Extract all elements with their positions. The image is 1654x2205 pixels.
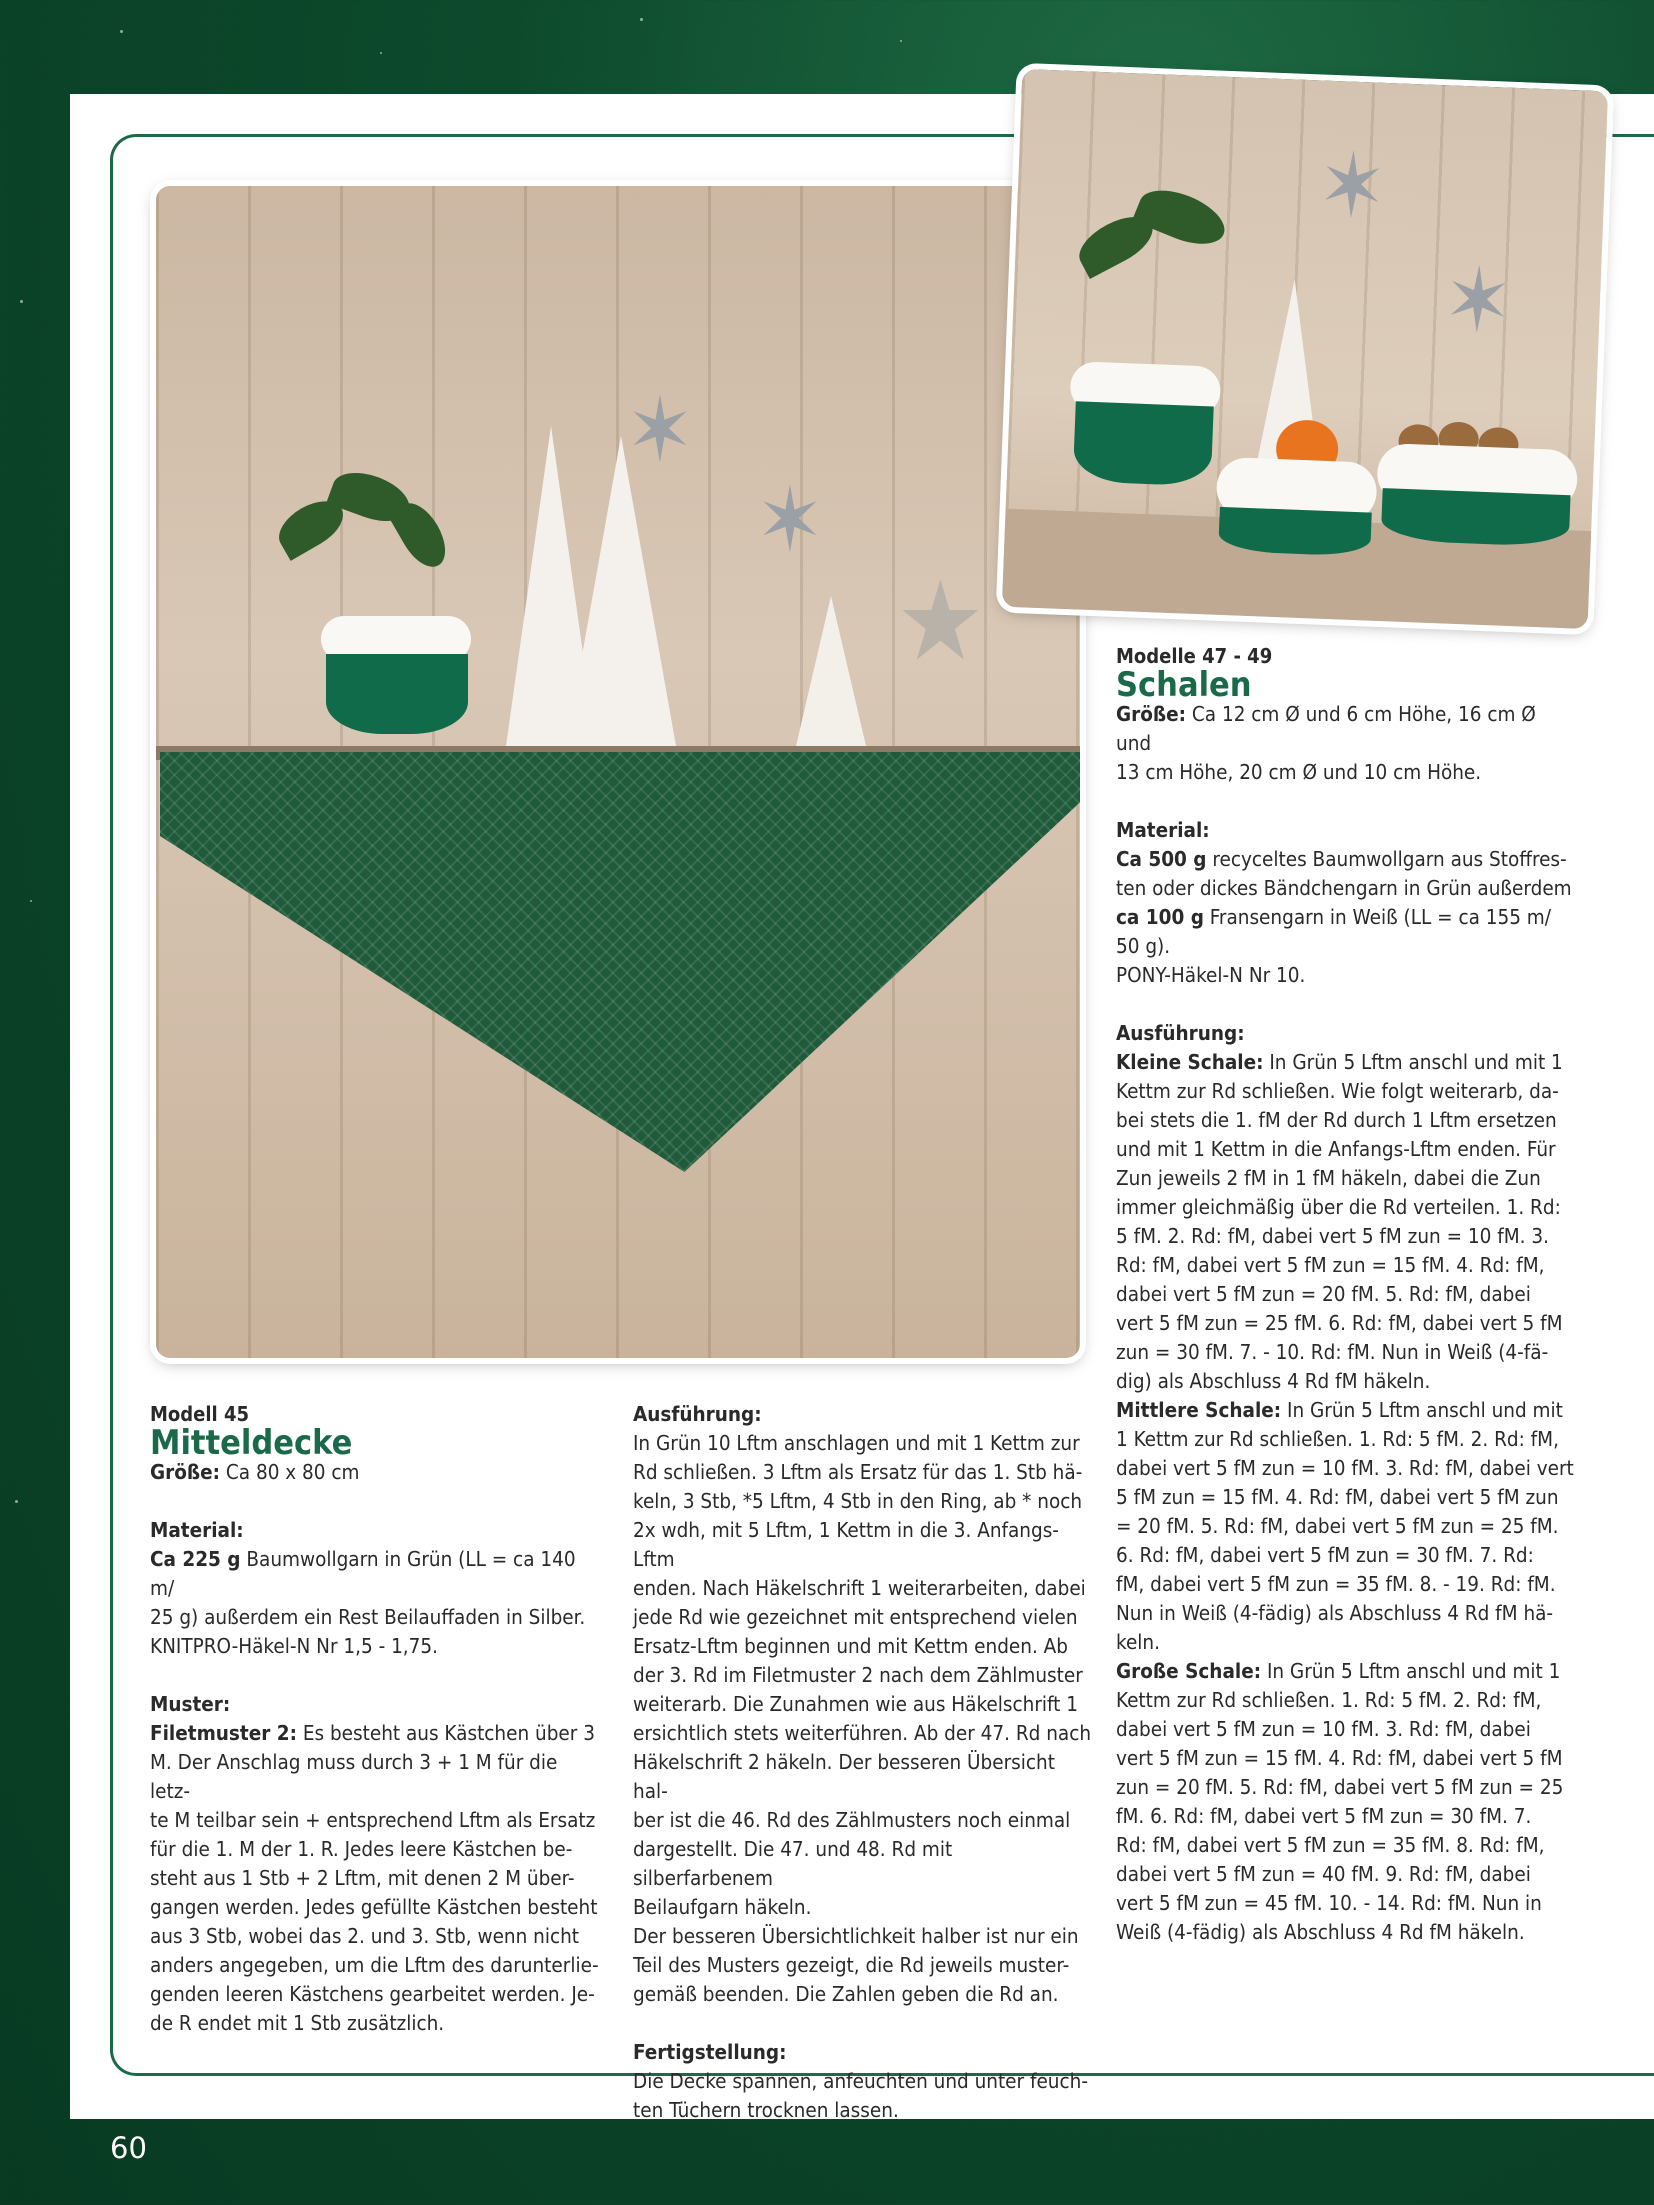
page-number: 60 (110, 2131, 147, 2165)
sparkle (30, 900, 32, 902)
model-label: Modelle 47 - 49 (1116, 644, 1273, 668)
article-mitteldecke-execution (633, 1400, 1093, 2125)
plant-leaf (387, 495, 455, 575)
execution-text: In Grün 10 Lftm anschlagen und mit 1 Kettm zur Rd schließen. 3 Lftm als Ersatz für das 1. Stb hä- keln, 3 Stb, *5 Lftm, 4 Stb in den Ring, ab * noch 2x wdh, mit 5 Lftm, 1 Kettm in die 3. Anfangs-Lftm enden. Nach Häkelschrift 1 weiterarbeiten, dabei jede Rd wie gezeichnet mit entsprechend vielen Ersatz-Lftm beginnen und mit Kettm enden. Ab der 3. Rd im Filetmuster 2 nach dem Zählmuster weiterarb. Die Zunahmen wie aus Häkelschrift 1 ersichtlich stets weiterführen. Ab der 47. Rd nach Häkelschrift 2 häkeln. Der besseren Übersicht hal- ber ist die 46. Rd des Zählmusters noch einmal dargestellt. Die 47. und 48. Rd mit silberfarbenem Beilaufgarn häkeln. Der besseren Übersichtlichkeit halber ist nur ein Teil des Musters gezeigt, die Rd jeweils muster- gemäß beenden. Die Zahlen geben die Rd an. (633, 1431, 1092, 2006)
crochet-pot (326, 654, 468, 734)
pattern-text: Filetmuster 2: Es besteht aus Kästchen über 3 M. Der Anschlag muss durch 3 + 1 M für die letz- te M teilbar sein + entsprechend Lftm als Ersatz für die 1. M der 1. R. Jedes leere Kästchen be- steht aus 1 Stb + 2 Lftm, mit denen 2 M über- gangen werden. Jedes gefüllte Kästchen besteht aus 3 Stb, wobei das 2. und 3. Stb, wenn nicht anders angegeben, um die Lftm des darunterlie- genden leeren Kästchens gearbeitet werden. Je- de R endet mit 1 Stb zusätzlich. (150, 1721, 599, 2035)
star-ornament-icon: ★ (896, 557, 985, 685)
crochet-pot (1073, 401, 1214, 486)
medium-bowl-text: Mittlere Schale: In Grün 5 Lftm anschl und mit 1 Kettm zur Rd schließen. 1. Rd: 5 fM. 2. Rd: fM, dabei vert 5 fM zun = 10 fM. 3. Rd: fM, dabei vert 5 fM zun = 15 fM. 4. Rd: fM, dabei vert 5 fM zun = 20 fM. 5. Rd: fM, dabei vert 5 fM zun = 25 fM. 6. Rd: fM, dabei vert 5 fM zun = 30 fM. 7. Rd: fM, dabei vert 5 fM zun = 35 fM. 8. - 19. Rd: fM. Nun in Weiß (4-fädig) als Abschluss 4 Rd fM hä- keln. (1116, 1398, 1574, 1654)
plant-leaf (1132, 180, 1232, 255)
material-heading: Material: (1116, 818, 1210, 842)
pattern-heading: Muster: (150, 1692, 231, 1716)
material-text: Ca 225 g Baumwollgarn in Grün (LL = ca 140 m/ 25 g) außerdem ein Rest Beilauffaden in Silber. KNITPRO-Häkel-N Nr 1,5 - 1,75. (150, 1547, 586, 1658)
article-schalen (1116, 642, 1574, 1947)
star-ornament-icon: ✶ (626, 378, 694, 483)
photo-bowls (1002, 69, 1608, 629)
star-ornament-icon: ✶ (756, 468, 824, 573)
finishing-text: Die Decke spannen, anfeuchten und unter feuch- ten Tüchern trocknen lassen. (633, 2069, 1088, 2122)
sparkle (20, 300, 23, 303)
article-title: Schalen (1116, 665, 1252, 705)
gnome (796, 596, 866, 746)
size-line: Größe: Ca 12 cm Ø und 6 cm Höhe, 16 cm Ø und 13 cm Höhe, 20 cm Ø und 10 cm Höhe. (1116, 702, 1536, 784)
sparkle (120, 30, 123, 33)
sparkle (900, 40, 902, 42)
material-text: Ca 500 g recyceltes Baumwollgarn aus Stoffres- ten oder dickes Bändchengarn in Grün außerdem ca 100 g Fransengarn in Weiß (LL = ca 155 m/ 50 g). PONY-Häkel-N Nr 10. (1116, 847, 1572, 987)
model-label: Modell 45 (150, 1402, 249, 1426)
star-ornament-icon: ✶ (1316, 132, 1389, 240)
finishing-heading: Fertigstellung: (633, 2040, 787, 2064)
small-bowl-text: Kleine Schale: In Grün 5 Lftm anschl und mit 1 Kettm zur Rd schließen. Wie folgt weiterarb, da- bei stets die 1. fM der Rd durch 1 Lftm ersetzen und mit 1 Kettm in die Anfangs-Lftm enden. Für Zun jeweils 2 fM in 1 fM häkeln, dabei die Zun immer gleichmäßig über die Rd verteilen. 1. Rd: 5 fM. 2. Rd: fM, dabei vert 5 fM zun = 10 fM. 3. Rd: fM, dabei vert 5 fM zun = 15 fM. 4. Rd: fM, dabei vert 5 fM zun = 20 fM. 5. Rd: fM, dabei vert 5 fM zun = 25 fM. 6. Rd: fM, dabei vert 5 fM zun = 30 fM. 7. - 10. Rd: fM. Nun in Weiß (4-fä- dig) als Abschluss 4 Rd fM häkeln. (1116, 1050, 1563, 1393)
execution-heading: Ausführung: (633, 1402, 762, 1426)
execution-heading: Ausführung: (1116, 1021, 1245, 1045)
star-ornament-icon: ✶ (1441, 247, 1514, 355)
sparkle (640, 18, 643, 21)
article-title: Mitteldecke (150, 1423, 353, 1463)
large-bowl-text: Große Schale: In Grün 5 Lftm anschl und mit 1 Kettm zur Rd schließen. 1. Rd: 5 fM. 2. Rd: fM, dabei vert 5 fM zun = 10 fM. 3. Rd: fM, dabei vert 5 fM zun = 15 fM. 4. Rd: fM, dabei vert 5 fM zun = 20 fM. 5. Rd: fM, dabei vert 5 fM zun = 25 fM. 6. Rd: fM, dabei vert 5 fM zun = 30 fM. 7. Rd: fM, dabei vert 5 fM zun = 35 fM. 8. Rd: fM, dabei vert 5 fM zun = 40 fM. 9. Rd: fM, dabei vert 5 fM zun = 45 fM. 10. - 14. Rd: fM. Nun in Weiß (4-fädig) als Abschluss 4 Rd fM häkeln. (1116, 1659, 1564, 1944)
sparkle (380, 52, 382, 54)
article-mitteldecke (150, 1400, 602, 2038)
sparkle (15, 1500, 18, 1503)
size-line: Größe: Ca 80 x 80 cm (150, 1460, 360, 1484)
material-heading: Material: (150, 1518, 244, 1542)
